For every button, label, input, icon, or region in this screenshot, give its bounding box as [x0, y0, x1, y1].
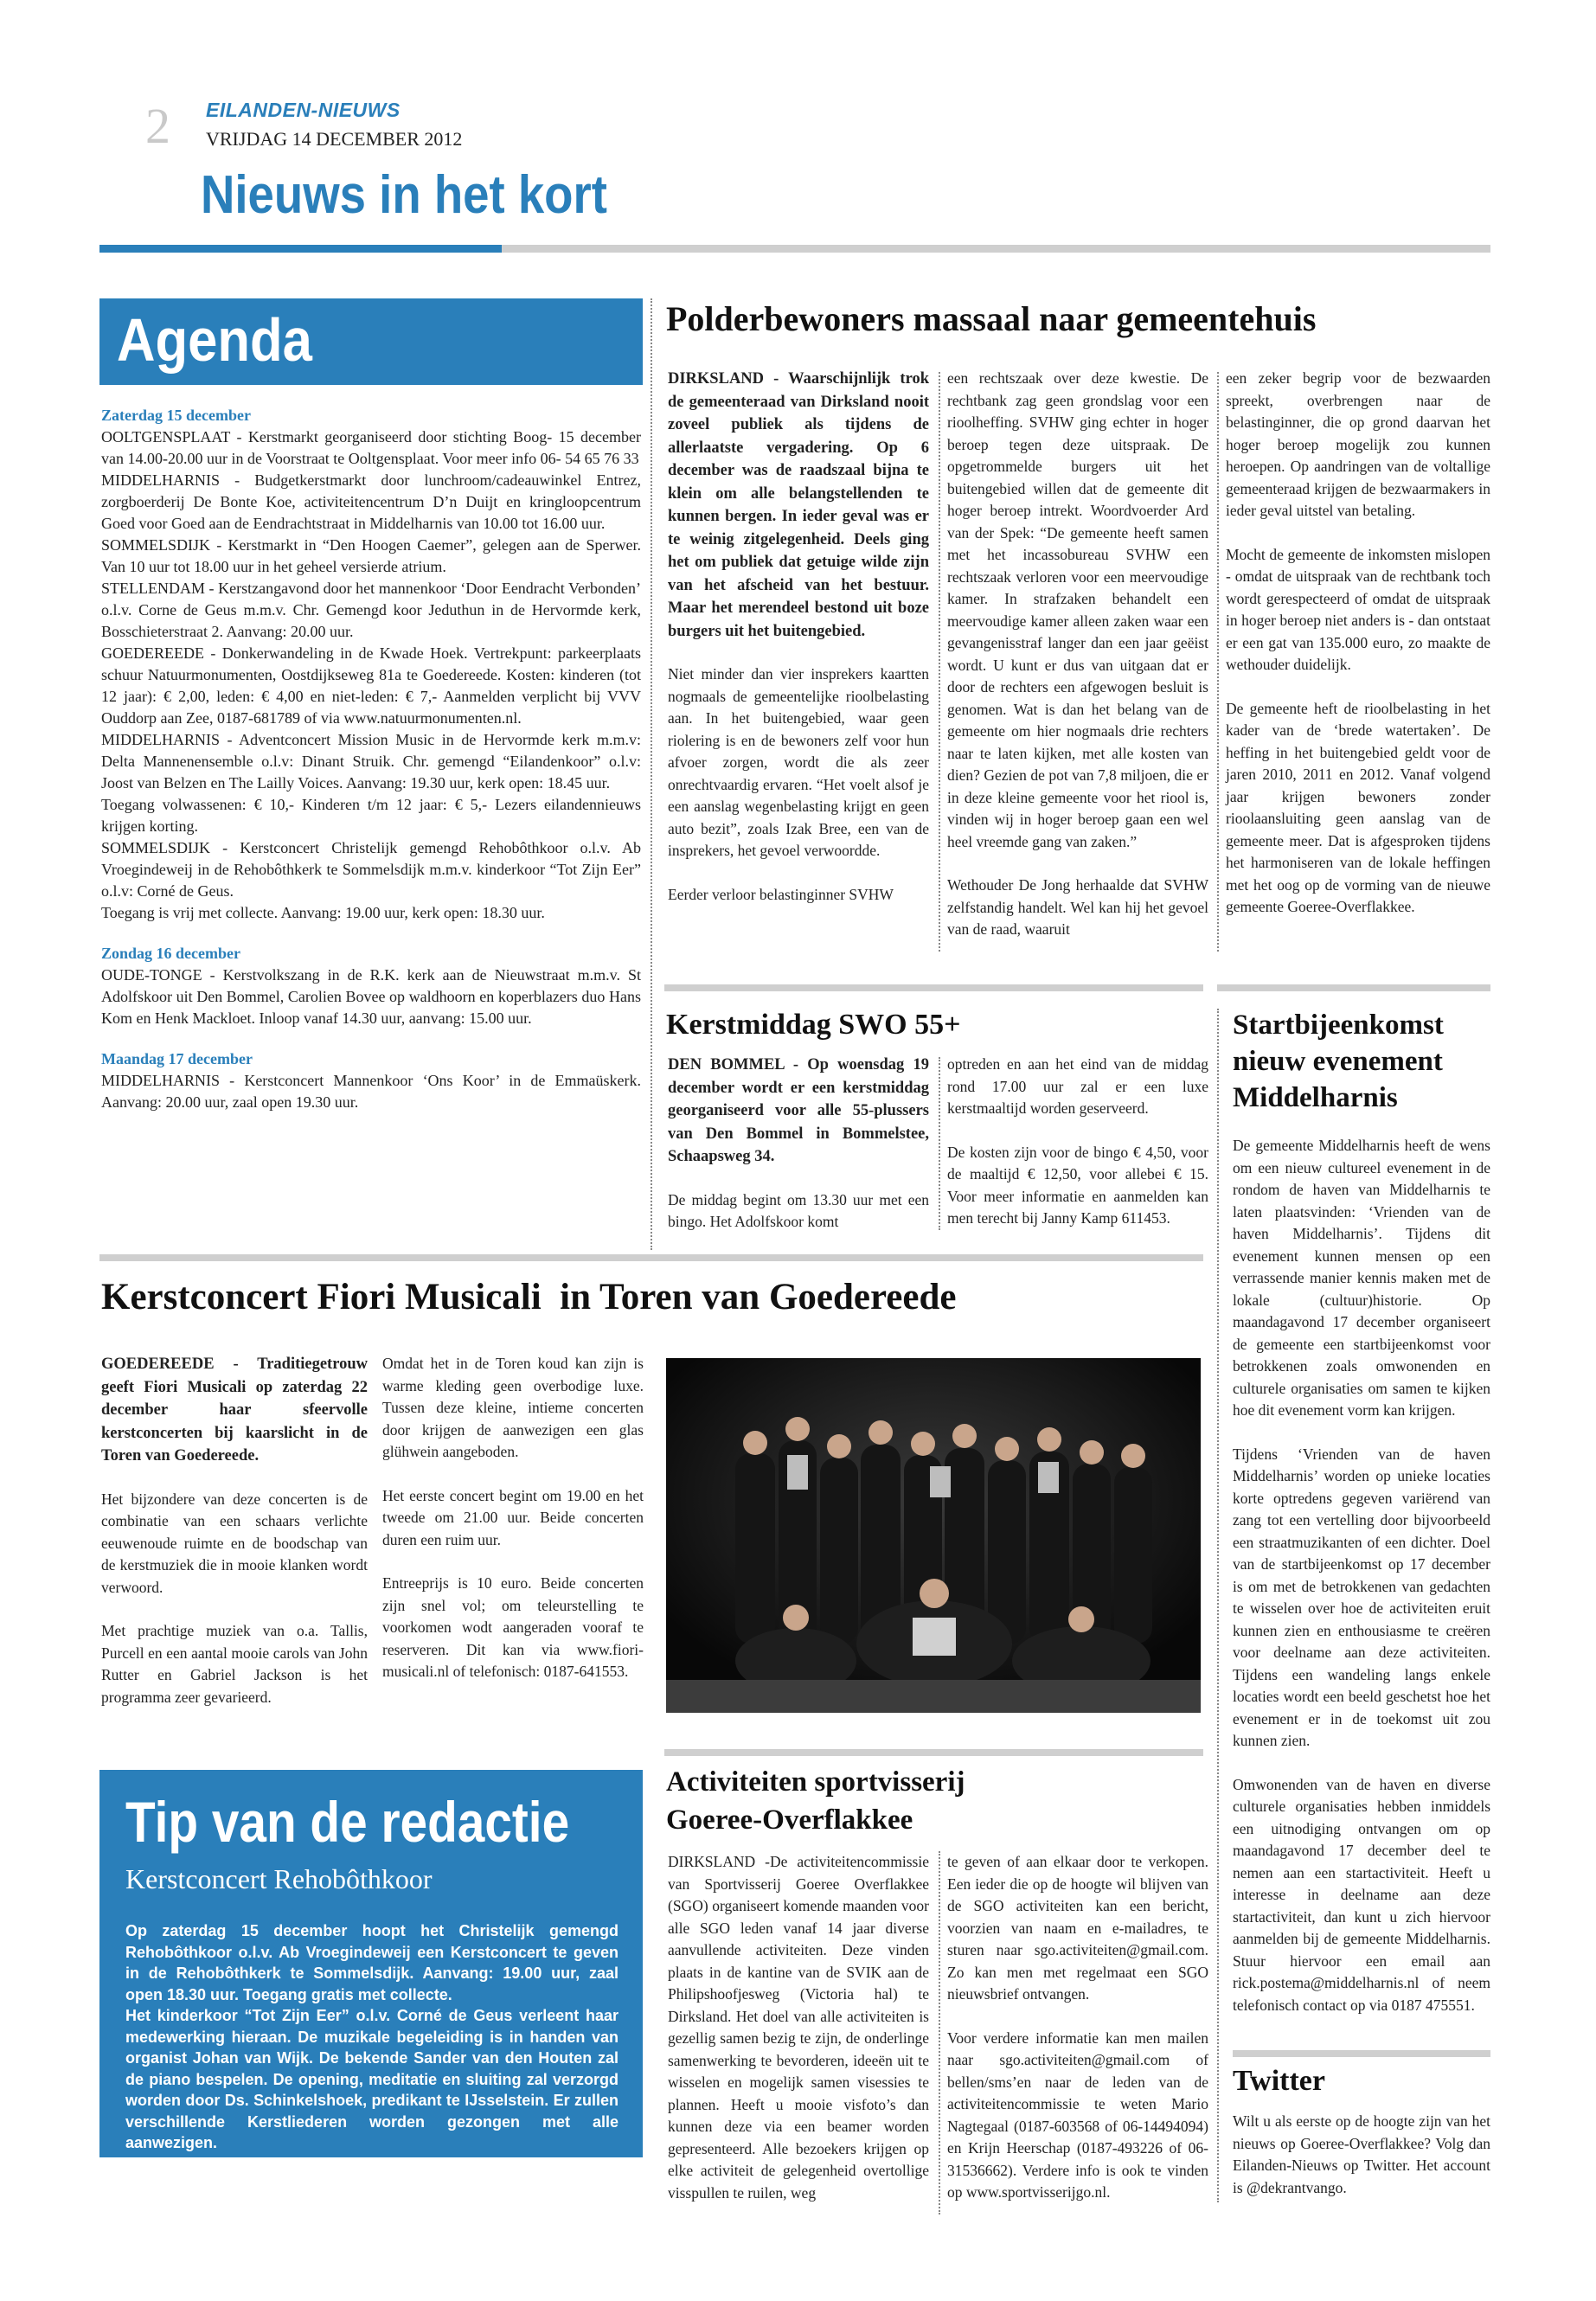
article-paragraph: optreden en aan het eind van de middag rond 17.00 uur zal er een luxe kerstmaaltijd worden geserveerd.	[947, 1055, 1208, 1117]
tip-text: Op zaterdag 15 december hoopt het Christelijk gemengd Rehobôthkoor o.l.v. Ab Vroegindeweij een Kerstconcert te geven in de Rehobôthkerk te Sommelsdijk. Aanvang: 19.00 uur, zaal open 18.30 uur. Toegang gratis met collecte. Het kinderkoor “Tot Zijn Eer” o.l.v. Corné de Geus verleent haar medewerking hieraan. De muzikale begeleiding is in handen van organist Johan van Wijk. De bekende Sander van den Houten zal de piano bespelen. De opening, meditatie en sluiting zal verzorgd worden door Ds. Schinkelshoek, predikant te IJsselstein. Er zullen verschillende Kerstliederen worden gezongen met alle aanwezigen.	[125, 1922, 619, 2151]
swo-col-1	[668, 1054, 929, 1255]
article-headline-sport	[666, 1763, 1185, 1839]
headline-line: nieuw evenement	[1233, 1046, 1443, 1077]
column-divider	[939, 1057, 940, 1230]
column-divider	[1217, 372, 1219, 952]
article-paragraph: Mocht de gemeente de inkomsten mislopen - omdat de uitspraak van de rechtbank toch wordt gerespecteerd of omdat de uitspraak in hoger beroep niet anders is - dan ontstaat er een gat van 135.000 euro, zo maakte de wethouder duidelijk.	[1226, 545, 1490, 673]
fiori-col-2	[382, 1353, 644, 1705]
polder-col-3	[1226, 368, 1490, 940]
section-title: Nieuws in het kort	[201, 165, 607, 225]
agenda-list	[101, 405, 641, 1113]
article-paragraph: Voor verdere informatie kan men mailen naar sgo.activiteiten@gmail.com of bellen/sms’en naar de leden van de activiteitencommissie te weten Mario Nagtegaal (0187-603568 of 06-14494094) en Krijn Heerschap (0187-493226 of 06-31536662). Verdere info is ook te vinden op www.sportvisserijgo.nl.	[947, 2029, 1208, 2201]
polder-col-2	[947, 368, 1208, 963]
column-divider	[1217, 1009, 1219, 2202]
sport-col-1	[668, 1851, 929, 2226]
article-headline-fiori: Kerstconcert Fiori Musicali in Toren van Goedereede	[101, 1277, 957, 1317]
agenda-date: Maandag 17 december	[101, 1050, 253, 1067]
article-paragraph: Wethouder De Jong herhaalde dat SVHW zelfstandig handelt. Wel kan hij het gevoel van de raad, waaruit	[947, 876, 1208, 938]
article-paragraph: De kosten zijn voor de bingo € 4,50, voor de maaltijd € 12,50, voor allebei € 15. Voor meer informatie en aanmelden kan men terecht bij Janny Kamp 611453.	[947, 1143, 1208, 1227]
article-headline-polder: Polderbewoners massaal naar gemeentehuis	[666, 299, 1317, 338]
issue-date: VRIJDAG 14 DECEMBER 2012	[206, 128, 463, 150]
agenda-date: Zaterdag 15 december	[101, 407, 251, 424]
start-body	[1233, 1135, 1490, 2038]
section-rule	[664, 984, 1203, 991]
polder-col-1	[668, 368, 929, 927]
article-paragraph: De gemeente heft de rioolbelasting in het kader van de ‘brede watertaken’. De heffing in het buitengebied geldt voor de jaren 2010, 2011 en 2012. Vanaf volgend jaar krijgen bewoners zonder rioolaansluiting geen aanslag van de gemeente meer. Dat is afgesproken tijdens het harmoniseren van de lokale heffingen met het oog op de vorming van de nieuwe gemeente Goeree-Overflakkee.	[1226, 699, 1490, 915]
choir-photo-illustration	[666, 1358, 1201, 1713]
section-rule	[664, 1749, 1203, 1756]
article-lead: DIRKSLAND - Waarschijnlijk trok de gemeenteraad van Dirksland nooit zoveel publiek als tijdens de allerlaatste vergadering. Op 6 december was de raadszaal bijna te klein om alle belangstellenden te kunnen bergen. In ieder geval was er te weinig zitgelegenheid. Deels ging het om publiek dat getuige wilde zijn van het afscheid van het bestuur. Maar het merendeel bestond uit boze burgers uit het buitengebied.	[668, 370, 929, 640]
article-paragraph: Het eerste concert begint om 19.00 en het tweede om 21.00 uur. Beide concerten duren een ruim uur.	[382, 1486, 644, 1548]
swo-col-2	[947, 1054, 1208, 1252]
article-paragraph: Omdat het in de Toren koud kan zijn is warme kleding geen overbodige luxe. Tussen deze kleine, intieme concerten door krijgen de aanwezigen een glas glühwein aangeboden.	[382, 1355, 644, 1460]
article-paragraph: De middag begint om 13.30 uur met een bingo. Het Adolfskoor komt	[668, 1190, 929, 1230]
article-paragraph: een rechtszaak over deze kwestie. De rechtbank zag geen grondslag voor een rioolheffing. SVHW ging echter in hoger beroep tegen deze uitspraak. De opgetrommelde burgers uit het buitengebied willen dat de gemeente dit hoger beroep intrekt. Woordvoerder Ard van der Spek: “De gemeente heeft samen met het incassobureau SVHW een rechtszaak verloren voor een meervoudige kamer. In strafzaken behandelt een meervoudige kamer alleen zaken waar een gevangenisstraf langer dan een jaar geëist wordt. U kunt er dus van uitgaan dat er door de rechters een afgewogen besluit is genomen. Wat is dan het belang van de gemeente om hier nogmaals drie rechters naar te laten kijken, met alle kosten van dien? Gezien de pot van 7,8 miljoen, die er in deze kleine gemeente voor het riool is, vinden wij in hoger beroep gaan een wel heel vreemde gang van zaken.”	[947, 369, 1208, 850]
tip-subtitle: Kerstconcert Rehobôthkoor	[125, 1863, 433, 1894]
article-paragraph: een zeker begrip voor de bezwaarden spreekt, overbrengen naar de belastinginner, die op grond daarvan het hoger beroep mogelijk zou kunnen heroepen. Op aandringen van de voltallige gemeenteraad krijgen de bezwaarmakers in ieder geval uitstel van betaling.	[1226, 369, 1490, 519]
headline-line: Middelharnis	[1233, 1082, 1398, 1113]
agenda-entries: MIDDELHARNIS - Kerstconcert Mannenkoor ‘Ons Koor’ in de Emmaüskerk. Aanvang: 20.00 uur, zaal open 19.30 uur.	[101, 1072, 641, 1111]
article-paragraph: te geven of aan elkaar door te verkopen. Een ieder die op de hoogte wil blijven van de SGO activiteiten kan een bericht, voorzien van naam en e-mailadres, te sturen naar sgo.activiteiten@gmail.com. Zo kan men met regelmaat een SGO nieuwsbrief ontvangen.	[947, 1853, 1208, 2003]
agenda-date: Zondag 16 december	[101, 945, 240, 962]
article-lead: DEN BOMMEL - Op woensdag 19 december wordt er een kerstmiddag georganiseerd voor alle 55-plussers van Den Bommel in Bommelstee, Schaapsweg 34.	[668, 1056, 929, 1165]
column-divider	[939, 372, 940, 952]
article-headline-start	[1233, 1007, 1492, 1116]
sport-col-2	[947, 1851, 1208, 2226]
agenda-title: Agenda	[117, 306, 312, 374]
article-paragraph: Het bijzondere van deze concerten is de combinatie van een schaars verlichte eeuwenoude ruimte en de boodschap van de kerstmuziek die in mooie klanken wordt verwoord.	[101, 1490, 368, 1596]
section-rule	[1217, 984, 1490, 991]
article-paragraph: Niet minder dan vier insprekers kaartten nogmaals de gemeentelijke rioolbelasting aan. In het buitengebied, waar geen riolering is en de bewoners zelf voor hun afvoer zorgen, wordt die als zeer onrechtvaardig ervaren. “Het voelt alsof je een aanslag wegenbelasting krijgt en geen auto bezit”, zoals Izak Bree, een van de insprekers, het gevoel verwoordde.	[668, 665, 929, 859]
article-headline-swo: Kerstmiddag SWO 55+	[666, 1009, 961, 1041]
agenda-header	[99, 298, 643, 385]
headline-line: Activiteiten sportvisserij	[666, 1766, 965, 1798]
section-rule-grey	[502, 245, 1490, 253]
tip-box	[99, 1770, 643, 2157]
article-paragraph: Entreeprijs is 10 euro. Beide concerten zijn snel vol; om teleurstelling te voorkomen wodt aangeraden vooraf te reserveren. Dit kan via www.fiori-musicali.nl of telefonisch: 0187-641553.	[382, 1574, 644, 1680]
article-paragraph: DIRKSLAND -De activiteitencommissie van Sportvisserij Goeree Overflakkee (SGO) organiseert komende maanden voor alle SGO leden vanaf 14 jaar diverse aanvullende activiteiten. Deze vinden plaats in de kantine van de SVIK aan de Philipshoofjesweg (Victoria hal) te Dirksland. Het doel van alle activiteiten is gezellig samen bezig te zijn, de onderlinge samenwerking te bevorderen, ideeën uit te wisselen en mogelijk samen visessies te plannen. Heeft u mooie visfoto’s dan kunnen deze via een beamer worden gepresenteerd. Alle bezoekers krijgen op elke activiteit de gelegenheid overtollige visspullen te ruilen, weg	[668, 1853, 929, 2202]
article-lead: GOEDEREEDE - Traditiegetrouw geeft Fiori Musicali op zaterdag 22 december haar sfeervolle kerstconcerten bij kaarslicht in de Toren van Goedereede.	[101, 1356, 368, 1465]
twitter-body	[1233, 2111, 1490, 2221]
section-rule	[99, 1254, 1203, 1261]
section-rule-blue	[99, 245, 502, 253]
fiori-col-1	[101, 1353, 368, 1730]
agenda-day-2	[101, 943, 641, 1029]
page-number: 2	[145, 98, 170, 154]
article-paragraph: Tijdens ‘Vrienden van de haven Middelharnis’ worden op unieke locaties korte optredens gegeven variërend van zang tot een vertelling door bijvoorbeeld een straatmuzikanten of een dichter. Doel van de startbijeenkomst op 17 december is om met de betrokkenen van gedachten te wisselen over hoe de activiteiten eruit kunnen zien en enthousiasme te creëren voor deelname aan deze activiteiten. Tijdens een wandeling langs enkele locaties wordt een beeld geschetst hoe het evenement er in de toekomst uit zou kunnen zien.	[1233, 1445, 1490, 1749]
agenda-day-1	[101, 405, 641, 924]
section-rule	[1233, 2050, 1490, 2057]
agenda-entries: OOLTGENSPLAAT - Kerstmarkt georganiseerd door stichting Boog- 15 december van 14.00-20.00 uur in de Voorstraat te Ooltgensplaat. Voor meer info 06- 54 65 76 33 MIDDELHARNIS - Budgetkerstmarkt door lunchroom/cadeauwinkel Entrez, zorgboerderij De Bonte Koe, activiteitencentrum D’n Duijt en kringloopcentrum Goed voor Goed aan de Eendrachtstraat in Middelharnis van 10.00 tot 16.00 uur. SOMMELSDIJK - Kerstmarkt in “Den Hoogen Caemer”, gelegen aan de Sperwer. Van 10 uur tot 18.00 uur in het geheel versierde atrium. STELLENDAM - Kerstzangavond door het mannenkoor ‘Door Eendracht Verbonden’ o.l.v. Corne de Geus m.m.v. Chr. Gemengd koor Jeduthun in de Hervormde kerk, Bosschieterstraat 2. Aanvang: 20.00 uur. GOEDEREEDE - Donkerwandeling in de Kwade Hoek. Vertrekpunt: parkeerplaats schuur Natuurmonumenten, Oostdijkseweg 81a te Goedereede. Kosten: kinderen (tot 12 jaar): € 2,00, leden: € 4,00 en niet-leden: € 7,- Aanmelden verplicht bij VVV Ouddorp aan Zee, 0187-681789 of via www.natuurmonumenten.nl. MIDDELHARNIS - Adventconcert Mission Music in de Hervormde kerk m.m.v: Delta Mannenensemble o.l.v: Dinant Struik. Chr. gemengd “Eilandenkoor” o.l.v: Joost van Belzen en The Lailly Voices. Aanvang: 19.30 uur, kerk open: 18.45 uur. Toegang volwassenen: € 10,- Kinderen t/m 12 jaar: € 5,- Lezers eilandennieuws krijgen korting. SOMMELSDIJK - Kerstconcert Christelijk gemengd Rehobôthkoor o.l.v. Ab Vroegindeweij in de Rehobôthkerk te Sommelsdijk m.m.v. kinderkoor “Tot Zijn Eer” o.l.v: Corné de Geus. Toegang is vrij met collecte. Aanvang: 19.00 uur, kerk open: 18.30 uur.	[101, 428, 641, 921]
twitter-text: Wilt u als eerste op de hoogte zijn van het nieuws op Goeree-Overflakkee? Volg dan Eilanden-Nieuws op Twitter. Het account is @dekrantvango.	[1233, 2112, 1490, 2196]
article-paragraph: Eerder verloor belastinginner SVHW	[668, 885, 894, 903]
headline-line: Startbijeenkomst	[1233, 1009, 1444, 1041]
article-paragraph: Met prachtige muziek van o.a. Tallis, Purcell en een aantal mooie carols van John Rutter en Gabriel Jackson is het programma zeer gevarieerd.	[101, 1622, 368, 1706]
article-paragraph: Omwonenden van de haven en diverse culturele organisaties hebben inmiddels een uitnodiging ontvangen om op maandagavond 17 december deel te nemen aan een startactiviteit. Heeft u interesse in deelname aan deze startactiviteit, dan kunt u zich hiervoor aanmelden bij de gemeente Middelharnis. Stuur hiervoor een email aan rick.postema@middelharnis.nl of neem telefonisch contact op via 0187 475551.	[1233, 1775, 1490, 2014]
article-paragraph: De gemeente Middelharnis heeft de wens om een nieuw cultureel evenement in de rondom de haven van Middelharnis te laten plaatsvinden: ‘Vrienden van de haven Middelharnis’. Tijdens dit evenement kunnen mensen op een verrassende manier kennis maken met de lokale (cultuur)historie. Op maandagavond 17 december organiseert de gemeente een startbijeenkomst voor betrokkenen zoals omwonenden en culturele organisaties om samen te kijken hoe dit evenement vorm kan krijgen.	[1233, 1137, 1490, 1419]
tip-title: Tip van de redactie	[125, 1790, 570, 1854]
column-divider	[939, 1851, 940, 2214]
twitter-headline: Twitter	[1233, 2065, 1325, 2097]
agenda-day-3	[101, 1048, 641, 1113]
paper-name-logo: EILANDEN-NIEUWS	[206, 99, 401, 121]
headline-line: Goeree-Overflakkee	[666, 1804, 913, 1836]
choir-photo	[666, 1358, 1201, 1713]
column-divider	[651, 298, 652, 1250]
agenda-entries: OUDE-TONGE - Kerstvolkszang in de R.K. kerk aan de Nieuwstraat m.m.v. St Adolfskoor uit Den Bommel, Carolien Bovee op waldhoorn en koperblazers duo Hans Kom en Henk Mackloet. Inloop vanaf 14.30 uur, aanvang: 15.00 uur.	[101, 966, 641, 1027]
